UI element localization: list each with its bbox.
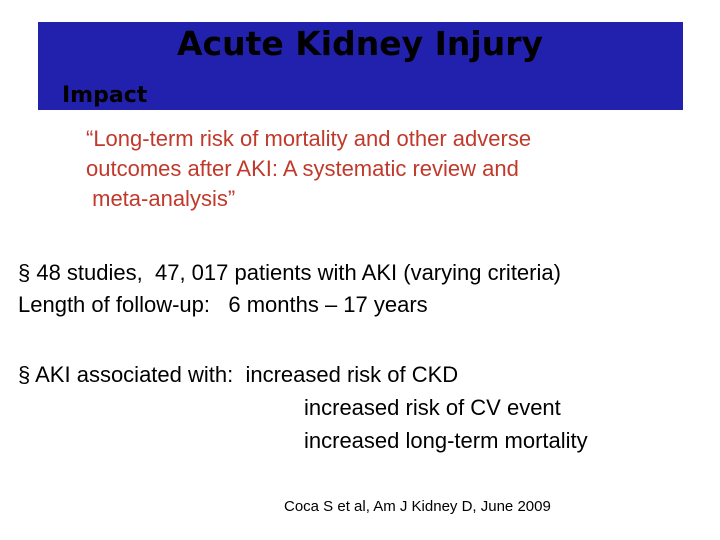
quoted-study-title	[86, 124, 531, 214]
bullet-line: increased long-term mortality	[304, 428, 588, 453]
quote-line: “Long-term risk of mortality and other adverse	[86, 126, 532, 151]
quote-line: meta-analysis”	[86, 186, 236, 211]
bullet-associations	[18, 358, 588, 457]
bullet-line: Length of follow-up: 6 months – 17 years	[18, 292, 428, 317]
bullet-studies	[18, 257, 561, 321]
bullet-line: increased risk of CV event	[304, 395, 561, 420]
quote-line: outcomes after AKI: A systematic review and	[86, 156, 519, 181]
citation: Coca S et al, Am J Kidney D, June 2009	[284, 498, 551, 515]
slide-title: Acute Kidney Injury	[177, 24, 543, 63]
bullet-line: § AKI associated with: increased risk of CKD	[18, 362, 459, 387]
bullet-line: § 48 studies, 47, 017 patients with AKI (varying criteria)	[18, 260, 561, 285]
slide-subtitle: Impact	[62, 83, 148, 108]
